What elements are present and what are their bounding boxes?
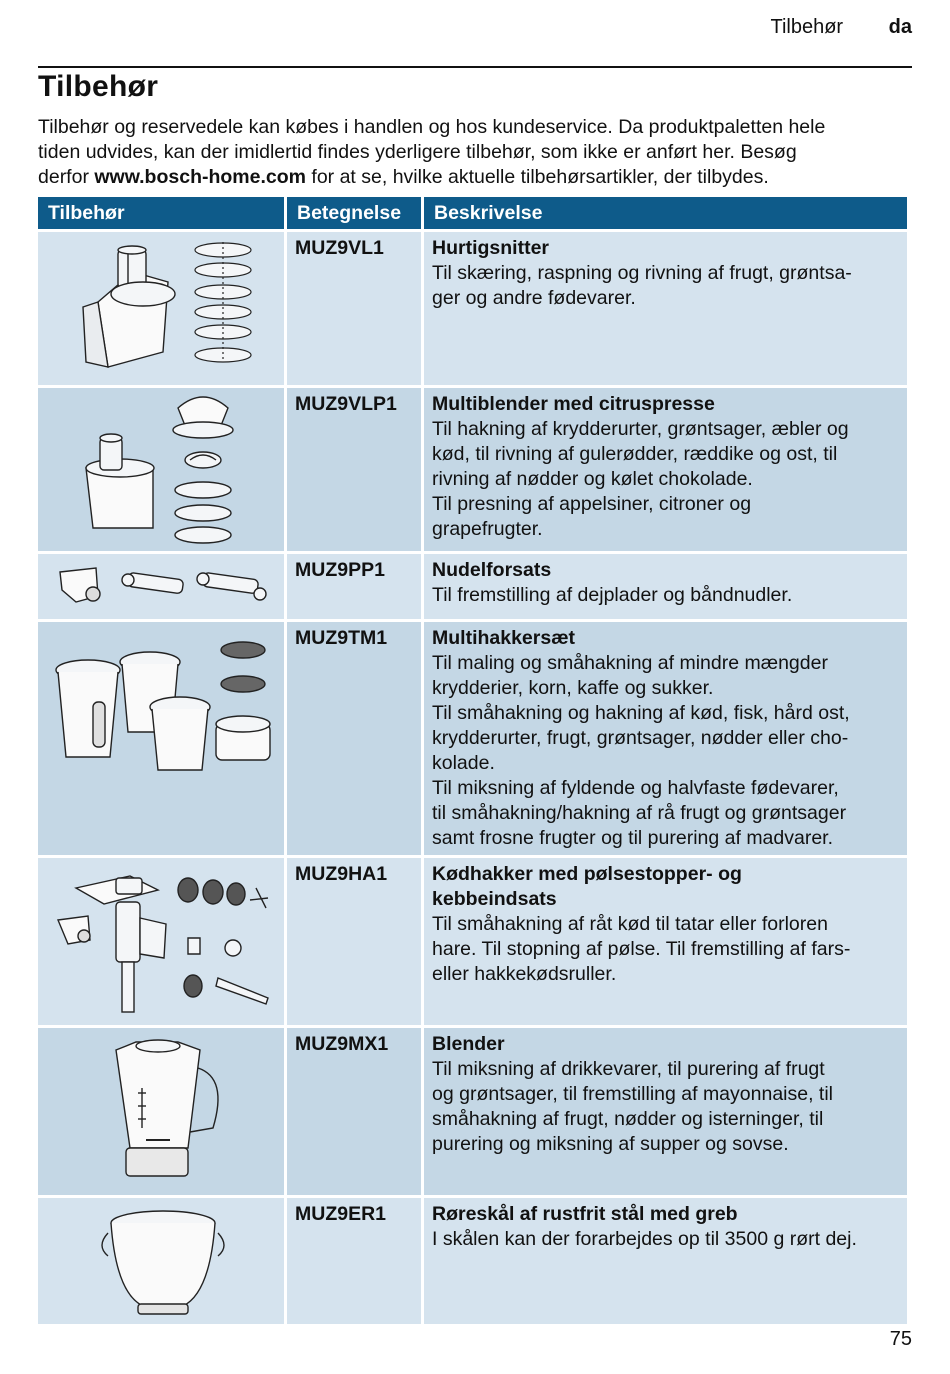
running-head bbox=[770, 16, 912, 39]
table-row bbox=[38, 554, 907, 619]
meat-mincer-illustration bbox=[38, 858, 284, 1025]
description-line: samt frosne frugter og til purering af madvarer. bbox=[432, 827, 834, 849]
description-cell bbox=[424, 622, 907, 855]
designation-cell: MUZ9MX1 bbox=[287, 1028, 421, 1195]
intro-line: derfor bbox=[38, 166, 95, 188]
accessory-name: Nudelforsats bbox=[432, 559, 552, 581]
column-header-description: Beskrivelse bbox=[424, 197, 907, 229]
column-header-designation: Betegnelse bbox=[287, 197, 421, 229]
description-cell bbox=[424, 858, 907, 1025]
description-line: Til småhakning og hakning af kød, fisk, hård ost, bbox=[432, 702, 850, 724]
description-line: småhakning af frugt, nødder og isterninger, til bbox=[432, 1108, 824, 1130]
table-row bbox=[38, 1028, 907, 1195]
description-line: Til maling og småhakning af mindre mængder bbox=[432, 652, 828, 674]
description-line: krydderurter, frugt, grøntsager, nødder eller cho- bbox=[432, 727, 849, 749]
designation-cell: MUZ9TM1 bbox=[287, 622, 421, 855]
description-line: Til skæring, raspning og rivning af frugt, grøntsa- bbox=[432, 262, 852, 284]
accessory-image-cell bbox=[38, 1198, 284, 1324]
running-head-language: da bbox=[888, 16, 912, 38]
description-cell bbox=[424, 388, 907, 551]
accessory-image-cell bbox=[38, 858, 284, 1025]
accessory-image-cell bbox=[38, 388, 284, 551]
designation-cell: MUZ9PP1 bbox=[287, 554, 421, 619]
page-number: 75 bbox=[889, 1328, 912, 1350]
accessory-image-cell bbox=[38, 1028, 284, 1195]
accessory-name: Kødhakker med pølsestopper- og kebbeindsats bbox=[432, 863, 742, 910]
description-line: rivning af nødder og kølet chokolade. bbox=[432, 468, 753, 490]
description-line: kolade. bbox=[432, 752, 495, 774]
description-line: eller hakkekødsruller. bbox=[432, 963, 617, 985]
table-header-row bbox=[38, 197, 907, 229]
column-header-accessory: Tilbehør bbox=[38, 197, 284, 229]
intro-line: for at se, hvilke aktuelle tilbehørsartikler, der tilbydes. bbox=[306, 166, 769, 188]
description-line: Til miksning af fyldende og halvfaste fødevarer, bbox=[432, 777, 839, 799]
description-cell bbox=[424, 232, 907, 385]
description-line: Til hakning af krydderurter, grøntsager, æbler og bbox=[432, 418, 849, 440]
description-line: og grøntsager, til fremstilling af mayonnaise, til bbox=[432, 1083, 834, 1105]
description-cell bbox=[424, 1028, 907, 1195]
multi-chopper-set-illustration bbox=[38, 622, 284, 847]
food-slicer-illustration bbox=[38, 232, 284, 385]
accessory-name: Multihakkersæt bbox=[432, 627, 576, 649]
intro-line: Tilbehør og reservedele kan købes i handlen og hos kundeservice. Da produktpaletten hele bbox=[38, 116, 826, 138]
table-row bbox=[38, 388, 907, 551]
table-row bbox=[38, 622, 907, 855]
blender-illustration bbox=[38, 1028, 284, 1195]
description-line: hare. Til stopning af pølse. Til fremstilling af fars- bbox=[432, 938, 851, 960]
accessory-image-cell bbox=[38, 554, 284, 619]
website-link[interactable]: www.bosch-home.com bbox=[94, 166, 306, 188]
description-line: I skålen kan der forarbejdes op til 3500 g rørt dej. bbox=[432, 1228, 857, 1250]
accessory-image-cell bbox=[38, 622, 284, 855]
description-line: Til miksning af drikkevarer, til purering af frugt bbox=[432, 1058, 825, 1080]
accessories-table bbox=[35, 194, 910, 1327]
designation-cell: MUZ9VL1 bbox=[287, 232, 421, 385]
stainless-bowl-illustration bbox=[38, 1198, 284, 1324]
intro-line: tiden udvides, kan der imidlertid findes yderligere tilbehør, som ikke er anført her. Besøg bbox=[38, 141, 797, 163]
description-line: ger og andre fødevarer. bbox=[432, 287, 636, 309]
header-rule bbox=[38, 66, 912, 68]
designation-cell: MUZ9ER1 bbox=[287, 1198, 421, 1324]
description-cell bbox=[424, 1198, 907, 1324]
table-row bbox=[38, 1198, 907, 1324]
description-line: kød, til rivning af gulerødder, ræddike og ost, til bbox=[432, 443, 838, 465]
pasta-attachment-illustration bbox=[38, 554, 284, 619]
accessory-name: Blender bbox=[432, 1033, 505, 1055]
table-row bbox=[38, 232, 907, 385]
designation-cell: MUZ9VLP1 bbox=[287, 388, 421, 551]
description-line: purering og miksning af supper og sovse. bbox=[432, 1133, 789, 1155]
accessory-name: Røreskål af rustfrit stål med greb bbox=[432, 1203, 738, 1225]
multiblender-citrus-illustration bbox=[38, 388, 284, 551]
accessory-name: Multiblender med citruspresse bbox=[432, 393, 715, 415]
description-line: Til småhakning af råt kød til tatar eller forloren bbox=[432, 913, 828, 935]
accessory-name: Hurtigsnitter bbox=[432, 237, 549, 259]
description-cell bbox=[424, 554, 907, 619]
description-line: Til presning af appelsiner, citroner og bbox=[432, 493, 752, 515]
table-row bbox=[38, 858, 907, 1025]
designation-cell: MUZ9HA1 bbox=[287, 858, 421, 1025]
page-title: Tilbehør bbox=[38, 70, 159, 103]
accessory-image-cell bbox=[38, 232, 284, 385]
description-line: Til fremstilling af dejplader og båndnudler. bbox=[432, 584, 793, 606]
running-head-section: Tilbehør bbox=[770, 16, 844, 38]
description-line: til småhakning/hakning af rå frugt og grøntsager bbox=[432, 802, 847, 824]
intro-paragraph bbox=[38, 115, 918, 190]
description-line: grapefrugter. bbox=[432, 518, 543, 540]
description-line: krydderier, korn, kaffe og sukker. bbox=[432, 677, 714, 699]
